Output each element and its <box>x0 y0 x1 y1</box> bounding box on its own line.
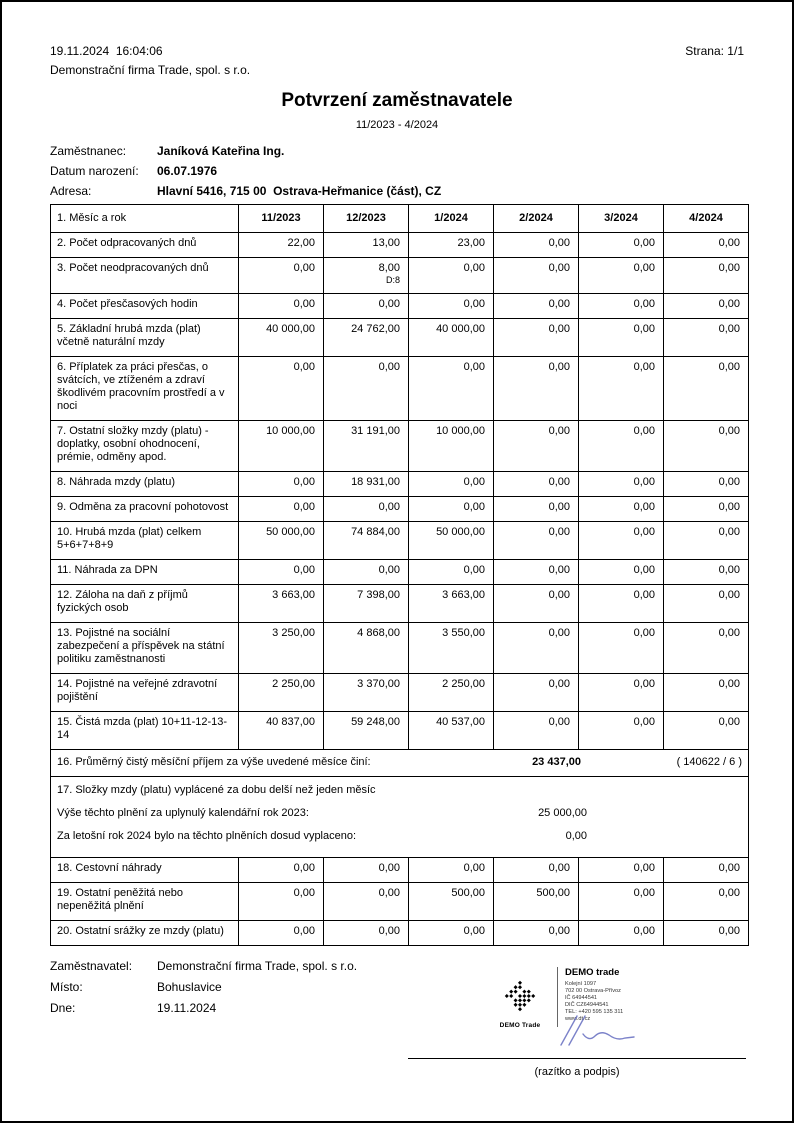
row-label: 18. Cestovní náhrady <box>51 858 239 883</box>
wage-table <box>50 204 749 946</box>
cell-value: 0,00 <box>664 233 749 258</box>
cell-value: 74 884,00 <box>324 522 409 560</box>
cell-value: 0,00 <box>324 560 409 585</box>
section-17-row <box>51 777 749 858</box>
cell-value: 22,00 <box>239 233 324 258</box>
cell-value: 0,00 <box>409 472 494 497</box>
cell-value: 0,00 <box>664 357 749 421</box>
table-row <box>51 357 749 421</box>
page-title: Potvrzení zaměstnavatele <box>281 90 513 111</box>
date-label: Dne: <box>50 1001 76 1015</box>
cell-value: 0,00 <box>409 357 494 421</box>
address-label: Adresa: <box>50 184 92 198</box>
cell-value: 0,00 <box>494 560 579 585</box>
table-row <box>51 421 749 472</box>
cell-value: 0,00 <box>494 421 579 472</box>
cell-value: 0,00 <box>494 858 579 883</box>
birth-date-value: 06.07.1976 <box>157 164 218 178</box>
table-row <box>51 472 749 497</box>
cell-value: 0,00 <box>579 233 664 258</box>
cell-value: 0,00 <box>579 712 664 750</box>
cell-subvalue: D:8 <box>385 275 400 285</box>
cell-value: 3 663,00 <box>239 585 324 623</box>
cell-value: 0,00 <box>664 497 749 522</box>
cell-value: 0,00 <box>494 522 579 560</box>
cell-value: 3 663,00 <box>409 585 494 623</box>
table-row <box>51 623 749 674</box>
table-row <box>51 712 749 750</box>
section-17-title: 17. Složky mzdy (platu) vyplácené za dobu delší než jeden měsíc <box>57 784 376 796</box>
cell-value: 23,00 <box>409 233 494 258</box>
stamp-address-line: www.dt.cz <box>565 1016 591 1022</box>
table-row <box>51 258 749 294</box>
cell-value: 31 191,00 <box>324 421 409 472</box>
cell-value: 0,00 <box>494 357 579 421</box>
signature-area <box>408 1058 746 1078</box>
cell-value: 0,00 <box>664 472 749 497</box>
cell-value: 0,00 <box>664 294 749 319</box>
average-income-row <box>51 750 749 777</box>
company-stamp <box>488 965 683 1029</box>
cell-value: 4 868,00 <box>324 623 409 674</box>
cell-value: 40 837,00 <box>239 712 324 750</box>
page-number: Strana: 1/1 <box>685 44 744 58</box>
period-range: 11/2023 - 4/2024 <box>355 119 439 131</box>
cell-value: 0,00 <box>324 883 409 921</box>
row-label: 4. Počet přesčasových hodin <box>51 294 239 319</box>
section-17-line1 <box>57 807 740 820</box>
cell-value: 0,00 <box>664 319 749 357</box>
place-label: Místo: <box>50 980 83 994</box>
cell-value: 0,00 <box>579 858 664 883</box>
place-value: Bohuslavice <box>157 980 222 994</box>
employee-address-row <box>50 184 744 198</box>
header-month: 12/2023 <box>324 205 409 233</box>
cell-value: 0,00 <box>494 497 579 522</box>
cell-value: 0,00 <box>409 858 494 883</box>
table-row <box>51 497 749 522</box>
cell-value: 0,00 <box>239 472 324 497</box>
cell-value: 40 000,00 <box>409 319 494 357</box>
demo-trade-logo-icon <box>498 974 542 1018</box>
cell-value: 0,00 <box>579 472 664 497</box>
table-row <box>51 585 749 623</box>
cell-value: 0,00 <box>664 858 749 883</box>
cell-value: 0,00 <box>494 319 579 357</box>
signature-line <box>408 1058 746 1059</box>
stamp-logo-label: DEMO Trade <box>499 1022 541 1029</box>
stamp-logo <box>488 965 552 1029</box>
cell-value: 0,00 <box>664 623 749 674</box>
cell-value: 0,00 <box>494 472 579 497</box>
row-label: 13. Pojistné na sociální zabezpečení a příspěvek na státní politiku zaměstnanosti <box>51 623 239 674</box>
cell-value: 0,00 <box>324 497 409 522</box>
average-income-value: 23 437,00 <box>532 756 581 768</box>
row-label: 5. Základní hrubá mzda (plat) včetně naturální mzdy <box>51 319 239 357</box>
cell-value: 0,00 <box>409 497 494 522</box>
cell-value: 0,00 <box>494 674 579 712</box>
section-17-line1-value: 25 000,00 <box>538 807 587 819</box>
address-value: Hlavní 5416, 715 00 Ostrava-Heřmanice (část), CZ <box>157 184 442 198</box>
cell-value: 0,00 <box>664 921 749 946</box>
cell-value: 0,00 <box>579 560 664 585</box>
table-row <box>51 294 749 319</box>
cell-value: 59 248,00 <box>324 712 409 750</box>
cell-value: 0,00 <box>494 258 579 294</box>
cell-value: 0,00 <box>494 585 579 623</box>
cell-value: 0,00 <box>664 560 749 585</box>
cell-value: 2 250,00 <box>409 674 494 712</box>
section-17-line2 <box>57 830 740 843</box>
stamp-address-line: Kolejní 1097 <box>565 981 597 987</box>
stamp-address-line: TEL: +420 595 135 311 <box>565 1009 624 1015</box>
cell-value: 0,00 <box>664 522 749 560</box>
header-month: 3/2024 <box>579 205 664 233</box>
cell-value: 40 537,00 <box>409 712 494 750</box>
cell-value: 0,00 <box>494 921 579 946</box>
stamp-title: DEMO trade <box>565 967 620 978</box>
cell-value: 8,00 D:8 <box>324 258 409 294</box>
cell-value: 50 000,00 <box>239 522 324 560</box>
row-label: 12. Záloha na daň z příjmů fyzických osob <box>51 585 239 623</box>
cell-value: 0,00 <box>409 294 494 319</box>
employee-name-label: Zaměstnanec: <box>50 144 127 158</box>
cell-value: 0,00 <box>579 258 664 294</box>
section-17-line2-label: Za letošní rok 2024 bylo na těchto plněních dosud vyplaceno: <box>57 830 357 842</box>
row-label: 19. Ostatní peněžitá nebo nepeněžitá plnění <box>51 883 239 921</box>
section-17-cell <box>51 777 749 858</box>
cell-value: 13,00 <box>324 233 409 258</box>
table-row <box>51 674 749 712</box>
cell-value: 0,00 <box>239 560 324 585</box>
cell-value: 0,00 <box>324 294 409 319</box>
cell-value: 0,00 <box>494 294 579 319</box>
cell-value: 0,00 <box>324 858 409 883</box>
row-label: 10. Hrubá mzda (plat) celkem 5+6+7+8+9 <box>51 522 239 560</box>
row-label: 9. Odměna za pracovní pohotovost <box>51 497 239 522</box>
table-row <box>51 319 749 357</box>
cell-value: 0,00 <box>579 623 664 674</box>
row-label: 20. Ostatní srážky ze mzdy (platu) <box>51 921 239 946</box>
cell-value: 18 931,00 <box>324 472 409 497</box>
employee-name-row <box>50 144 744 158</box>
cell-value: 500,00 <box>494 883 579 921</box>
section-17-line1-label: Výše těchto plnění za uplynulý kalendářní rok 2023: <box>57 807 309 819</box>
stamp-text <box>565 965 683 1029</box>
cell-value: 0,00 <box>409 921 494 946</box>
cell-value: 0,00 <box>239 497 324 522</box>
cell-value: 0,00 <box>664 883 749 921</box>
cell-value: 3 250,00 <box>239 623 324 674</box>
cell-value: 0,00 <box>409 258 494 294</box>
cell-value: 0,00 <box>579 921 664 946</box>
row-label: 7. Ostatní složky mzdy (platu) - doplatky, osobní ohodnocení, prémie, odměny apod. <box>51 421 239 472</box>
table-row <box>51 883 749 921</box>
cell-value: 0,00 <box>579 883 664 921</box>
cell-value: 0,00 <box>239 294 324 319</box>
cell-value: 0,00 <box>664 585 749 623</box>
row-label: 2. Počet odpracovaných dnů <box>51 233 239 258</box>
cell-value: 0,00 <box>664 674 749 712</box>
section-17-line2-value: 0,00 <box>565 830 587 842</box>
row-label: 3. Počet neodpracovaných dnů <box>51 258 239 294</box>
row-label: 14. Pojistné na veřejné zdravotní pojištění <box>51 674 239 712</box>
cell-value: 0,00 <box>579 319 664 357</box>
cell-value: 7 398,00 <box>324 585 409 623</box>
employer-label: Zaměstnavatel: <box>50 959 133 973</box>
employee-info <box>50 144 744 198</box>
cell-value: 0,00 <box>579 294 664 319</box>
cell-value: 0,00 <box>239 858 324 883</box>
cell-value: 500,00 <box>409 883 494 921</box>
footer <box>50 959 744 1123</box>
cell-value: 0,00 <box>239 258 324 294</box>
cell-value: 0,00 <box>579 357 664 421</box>
print-datetime: 19.11.2024 16:04:06 <box>50 44 163 58</box>
row-label: 8. Náhrada mzdy (platu) <box>51 472 239 497</box>
table-header-row <box>51 205 749 233</box>
row-label: 15. Čistá mzda (plat) 10+11-12-13-14 <box>51 712 239 750</box>
date-value: 19.11.2024 <box>157 1001 217 1015</box>
employee-birth-row <box>50 164 744 178</box>
stamp-address-line: 702 00 Ostrava-Přívoz <box>565 988 621 994</box>
average-income-cell <box>51 750 749 777</box>
stamp-address-line: DIČ CZ64944541 <box>565 1002 609 1008</box>
cell-value: 0,00 <box>579 522 664 560</box>
table-row <box>51 522 749 560</box>
birth-date-label: Datum narození: <box>50 164 139 178</box>
cell-value: 0,00 <box>239 357 324 421</box>
cell-value: 0,00 <box>239 921 324 946</box>
cell-value: 3 550,00 <box>409 623 494 674</box>
cell-value: 0,00 <box>494 712 579 750</box>
average-income-label: 16. Průměrný čistý měsíční příjem za výše uvedené měsíce činí: <box>57 756 371 768</box>
cell-value: 0,00 <box>324 921 409 946</box>
cell-value: 50 000,00 <box>409 522 494 560</box>
employee-name-value: Janíková Kateřina Ing. <box>157 144 285 158</box>
cell-value: 0,00 <box>494 623 579 674</box>
header-month-year-label: 1. Měsíc a rok <box>51 205 239 233</box>
header-month: 1/2024 <box>409 205 494 233</box>
cell-value: 3 370,00 <box>324 674 409 712</box>
cell-value: 10 000,00 <box>409 421 494 472</box>
table-row <box>51 560 749 585</box>
cell-value: 0,00 <box>579 497 664 522</box>
table-row <box>51 233 749 258</box>
cell-value: 0,00 <box>579 585 664 623</box>
cell-value: 2 250,00 <box>239 674 324 712</box>
cell-value: 0,00 <box>494 233 579 258</box>
cell-value: 0,00 <box>664 421 749 472</box>
header-month: 11/2023 <box>239 205 324 233</box>
header-month: 4/2024 <box>664 205 749 233</box>
stamp-address-line: IČ 64944541 <box>565 995 598 1001</box>
cell-value: 40 000,00 <box>239 319 324 357</box>
company-name: Demonstrační firma Trade, spol. s r.o. <box>50 63 251 77</box>
stamp-caption: (razítko a podpis) <box>534 1066 620 1078</box>
cell-value: 0,00 <box>239 883 324 921</box>
signature-icon <box>555 1012 650 1048</box>
cell-value: 24 762,00 <box>324 319 409 357</box>
cell-value: 0,00 <box>324 357 409 421</box>
cell-value: 0,00 <box>409 560 494 585</box>
header-month: 2/2024 <box>494 205 579 233</box>
employer-value: Demonstrační firma Trade, spol. s r.o. <box>157 959 358 973</box>
row-label: 11. Náhrada za DPN <box>51 560 239 585</box>
average-income-note: ( 140622 / 6 ) <box>676 756 742 768</box>
cell-value: 0,00 <box>664 258 749 294</box>
cell-value: 0,00 <box>579 421 664 472</box>
table-row <box>51 921 749 946</box>
table-row <box>51 858 749 883</box>
cell-value: 0,00 <box>664 712 749 750</box>
cell-value: 10 000,00 <box>239 421 324 472</box>
cell-value: 0,00 <box>579 674 664 712</box>
row-label: 6. Příplatek za práci přesčas, o svátcích, ve ztíženém a zdraví škodlivém pracovním prostředí a v noci <box>51 357 239 421</box>
